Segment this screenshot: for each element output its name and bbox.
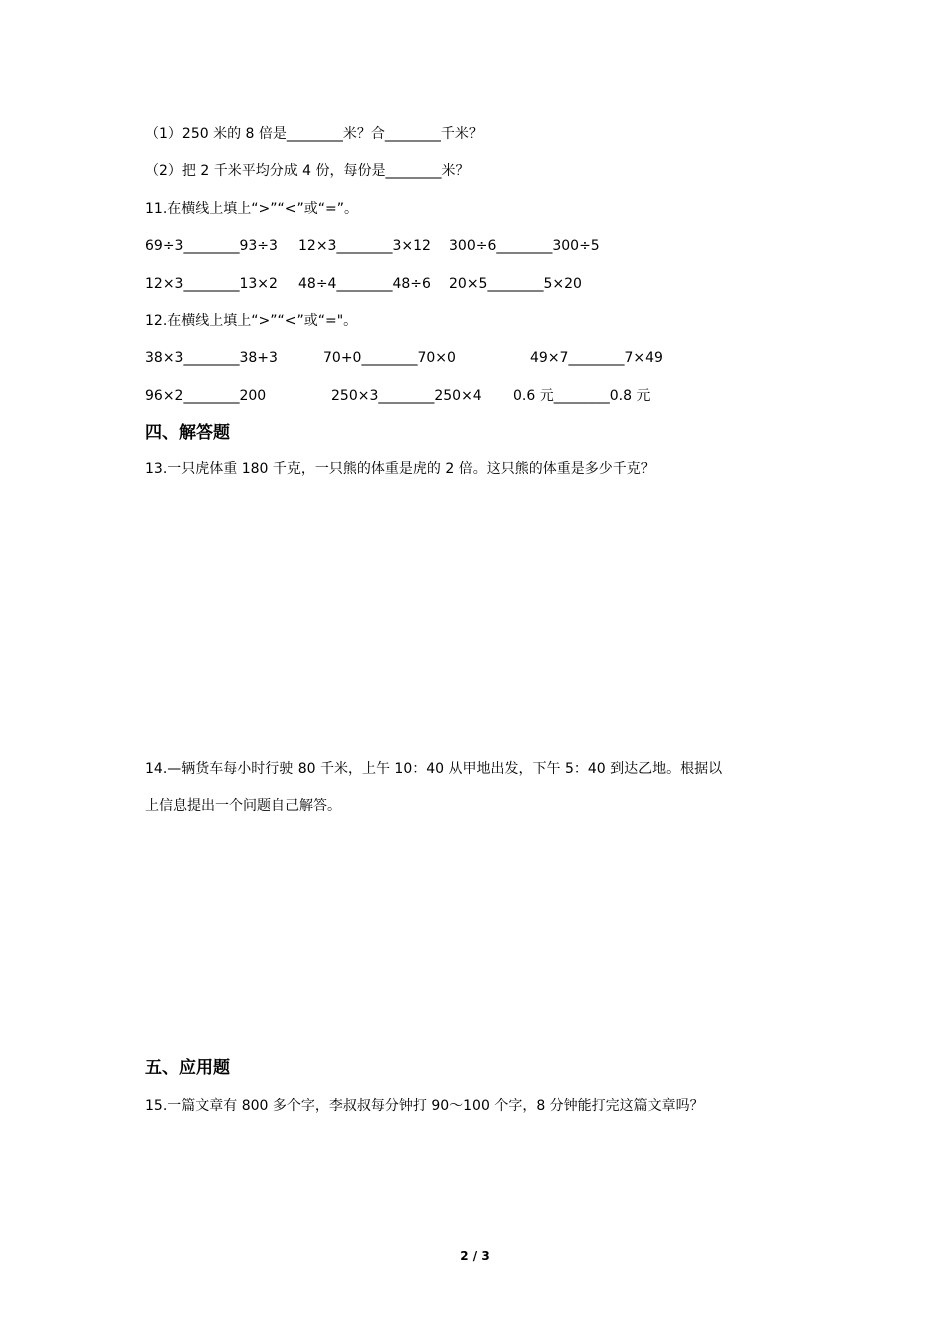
question-12-title: 12.在横线上填上“>”“<”或“="。	[145, 313, 358, 329]
comparison-item: 12×3________13×2	[145, 276, 278, 292]
question-10-part-1: （1）250 米的 8 倍是________米？合________千米？	[145, 126, 483, 142]
page-number: 2 / 3	[460, 1249, 490, 1263]
question-14-line-1: 14.—辆货车每小时行驶 80 千米，上午 10：40 从甲地出发，下午 5：40 到达乙地。根据以	[145, 761, 723, 777]
comparison-item: 300÷6________300÷5	[449, 238, 600, 254]
section-heading-4: 四、解答题	[145, 423, 230, 443]
comparison-item: 38×3________38+3	[145, 350, 278, 366]
comparison-item: 0.6 元________0.8 元	[513, 388, 651, 404]
question-10-part-2: （2）把 2 千米平均分成 4 份，每份是________米？	[145, 163, 470, 179]
question-11-title: 11.在横线上填上“>”“<”或“=”。	[145, 201, 358, 217]
question-15: 15.一篇文章有 800 多个字，李叔叔每分钟打 90～100 个字，8 分钟能打完这篇文章吗？	[145, 1098, 704, 1114]
comparison-item: 70+0________70×0	[323, 350, 456, 366]
comparison-item: 250×3________250×4	[331, 388, 482, 404]
comparison-item: 48÷4________48÷6	[298, 276, 431, 292]
comparison-item: 20×5________5×20	[449, 276, 582, 292]
comparison-item: 69÷3________93÷3	[145, 238, 278, 254]
question-13: 13.一只虎体重 180 千克，一只熊的体重是虎的 2 倍。这只熊的体重是多少千克？	[145, 461, 655, 477]
comparison-item: 49×7________7×49	[530, 350, 663, 366]
question-14-line-2: 上信息提出一个问题自己解答。	[145, 798, 341, 814]
comparison-item: 96×2________200	[145, 388, 267, 404]
comparison-item: 12×3________3×12	[298, 238, 431, 254]
section-heading-5: 五、应用题	[145, 1058, 230, 1078]
